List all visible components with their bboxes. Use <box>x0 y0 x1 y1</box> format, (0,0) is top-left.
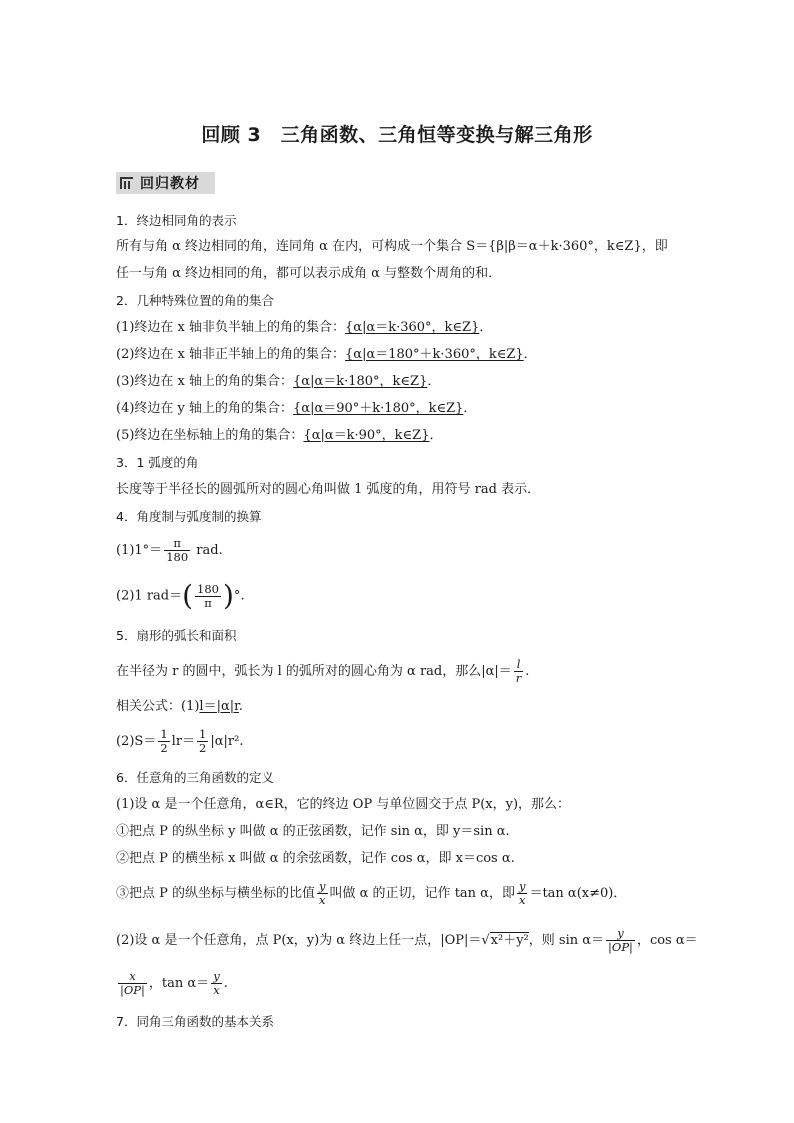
general-definition-line-1 <box>116 927 698 954</box>
item-label: (1)终边在 x 轴非负半轴上的角的集合： <box>116 320 346 335</box>
sine-definition: ①把点 P 的纵坐标 y 叫做 α 的正弦函数，记作 sin α，即 y＝sin α. <box>116 824 510 839</box>
formula-label: (2)1 rad＝ <box>116 588 183 604</box>
denominator: π <box>204 595 212 610</box>
section-banner <box>116 172 215 194</box>
section-6-heading: 6．任意角的三角函数的定义 <box>116 770 274 785</box>
denominator: x <box>213 983 220 997</box>
arc-angle-formula <box>116 658 529 685</box>
formula-end: |α|r². <box>210 734 244 749</box>
denominator: r <box>515 671 522 685</box>
formula-end: . <box>223 976 228 991</box>
numerator: π <box>164 537 190 551</box>
formula-text: lr＝ <box>171 734 196 749</box>
item-end: ． <box>479 320 493 335</box>
fraction <box>317 880 328 907</box>
formula-end: . <box>238 699 244 714</box>
numerator: 180 <box>197 581 219 596</box>
section-6-text: (1)设 α 是一个任意角，α∈R，它的终边 OP 与单位圆交于点 P(x，y)，那么： <box>116 797 571 812</box>
formula-text: ，则 sin α＝ <box>528 933 605 948</box>
section-1-text-line-1: 所有与角 α 终边相同的角，连同角 α 在内，可构成一个集合 S＝{β|β＝α＋k·360°，k∈Z}，即 <box>116 239 668 254</box>
formula-label: (2)S＝ <box>116 734 157 749</box>
fraction <box>514 658 524 685</box>
left-paren: ( <box>182 579 194 612</box>
fraction <box>118 970 147 997</box>
denominator: 2 <box>160 741 168 755</box>
item-end: ． <box>463 401 477 416</box>
formula-label: (1)1°＝ <box>116 543 163 558</box>
item-label: (4)终边在 y 轴上的角的集合： <box>116 401 294 416</box>
formula-text: l＝|α|r <box>199 699 239 714</box>
item-set: {α|α＝180°＋k·360°，k∈Z} <box>345 347 524 362</box>
numerator: x <box>118 970 147 984</box>
numerator: y <box>319 879 326 893</box>
section-3-text: 长度等于半径长的圆弧所对的圆心角叫做 1 弧度的角，用符号 rad 表示． <box>116 482 541 497</box>
formula-text: (2)设 α 是一个任意角，点 P(x，y)为 α 终边上任一点，|OP|＝√ <box>116 933 490 948</box>
special-angle-set-item <box>116 399 476 419</box>
formula-text: 叫做 α 的正切，记作 tan α，即 <box>329 886 515 901</box>
tangent-definition <box>116 880 626 907</box>
fraction <box>606 927 635 954</box>
fraction <box>158 728 169 755</box>
radian-to-degree-formula <box>116 579 245 612</box>
special-angle-set-item <box>116 426 443 446</box>
special-angle-set-item <box>116 318 492 338</box>
section-1-heading: 1．终边相同角的表示 <box>116 213 237 228</box>
numerator: y <box>213 969 220 983</box>
numerator: 1 <box>199 727 207 741</box>
item-end: ． <box>427 374 441 389</box>
formula-text: ③把点 P 的纵坐标与横坐标的比值 <box>116 886 316 901</box>
denominator: x <box>518 893 526 907</box>
section-5-heading: 5．扇形的弧长和面积 <box>116 628 237 643</box>
fraction <box>195 583 221 610</box>
special-angle-set-item <box>116 345 537 365</box>
arc-length-formula <box>116 697 243 717</box>
section-7-heading: 7．同角三角函数的基本关系 <box>116 1014 274 1029</box>
item-end: ． <box>429 428 443 443</box>
formula-text: ，tan α＝ <box>148 976 210 991</box>
formula-label: 相关公式：(1) <box>116 699 200 714</box>
formula-text: ，cos α＝ <box>636 933 698 948</box>
section-1-text-line-2: 任一与角 α 终边相同的角，都可以表示成角 α 与整数个周角的和． <box>116 266 502 281</box>
fraction <box>197 728 208 755</box>
denominator: 180 <box>166 550 189 564</box>
numerator: l <box>514 658 524 672</box>
right-paren: ) <box>223 579 234 612</box>
item-set: {α|α＝90°＋k·180°，k∈Z} <box>293 401 464 416</box>
formula-unit: rad. <box>192 543 223 558</box>
banner-label: 回归教材 <box>140 176 200 192</box>
general-definition-line-2 <box>116 970 228 997</box>
formula-unit: °. <box>233 588 245 604</box>
item-label: (5)终边在坐标轴上的角的集合： <box>116 428 304 443</box>
denominator: x <box>319 893 326 907</box>
cosine-definition: ②把点 P 的横坐标 x 叫做 α 的余弦函数，记作 cos α，即 x＝cos α. <box>116 851 515 866</box>
page-title: 回顾 3 三角函数、三角恒等变换与解三角形 <box>201 124 593 146</box>
formula-end: ＝tan α(x≠0)． <box>529 886 627 901</box>
denominator: 2 <box>199 741 207 755</box>
fraction <box>517 880 528 907</box>
section-4-heading: 4．角度制与弧度制的换算 <box>116 509 262 524</box>
item-set: {α|α＝k·360°，k∈Z} <box>345 320 480 335</box>
degree-to-radian-formula <box>116 537 223 564</box>
sqrt-radicand: x²＋y² <box>490 933 529 948</box>
sector-area-formula <box>116 728 243 755</box>
item-label: (3)终边在 x 轴上的角的集合： <box>116 374 294 389</box>
formula-end: . <box>525 664 530 679</box>
item-end: ． <box>523 347 537 362</box>
fraction <box>211 970 222 997</box>
section-3-heading: 3．1 弧度的角 <box>116 455 199 470</box>
section-2-heading: 2．几种特殊位置的角的集合 <box>116 293 274 308</box>
denominator: |OP| <box>608 940 633 954</box>
fraction <box>164 537 190 564</box>
book-section-icon <box>118 172 136 194</box>
numerator: y <box>606 927 635 941</box>
formula-text: 在半径为 r 的圆中，弧长为 l 的弧所对的圆心角为 α rad，那么|α|＝ <box>116 664 512 679</box>
item-set: {α|α＝k·180°，k∈Z} <box>293 374 428 389</box>
denominator: |OP| <box>120 983 145 997</box>
numerator: 1 <box>160 727 168 741</box>
special-angle-set-item <box>116 372 440 392</box>
numerator: y <box>518 879 526 893</box>
item-set: {α|α＝k·90°，k∈Z} <box>303 428 430 443</box>
item-label: (2)终边在 x 轴非正半轴上的角的集合： <box>116 347 346 362</box>
